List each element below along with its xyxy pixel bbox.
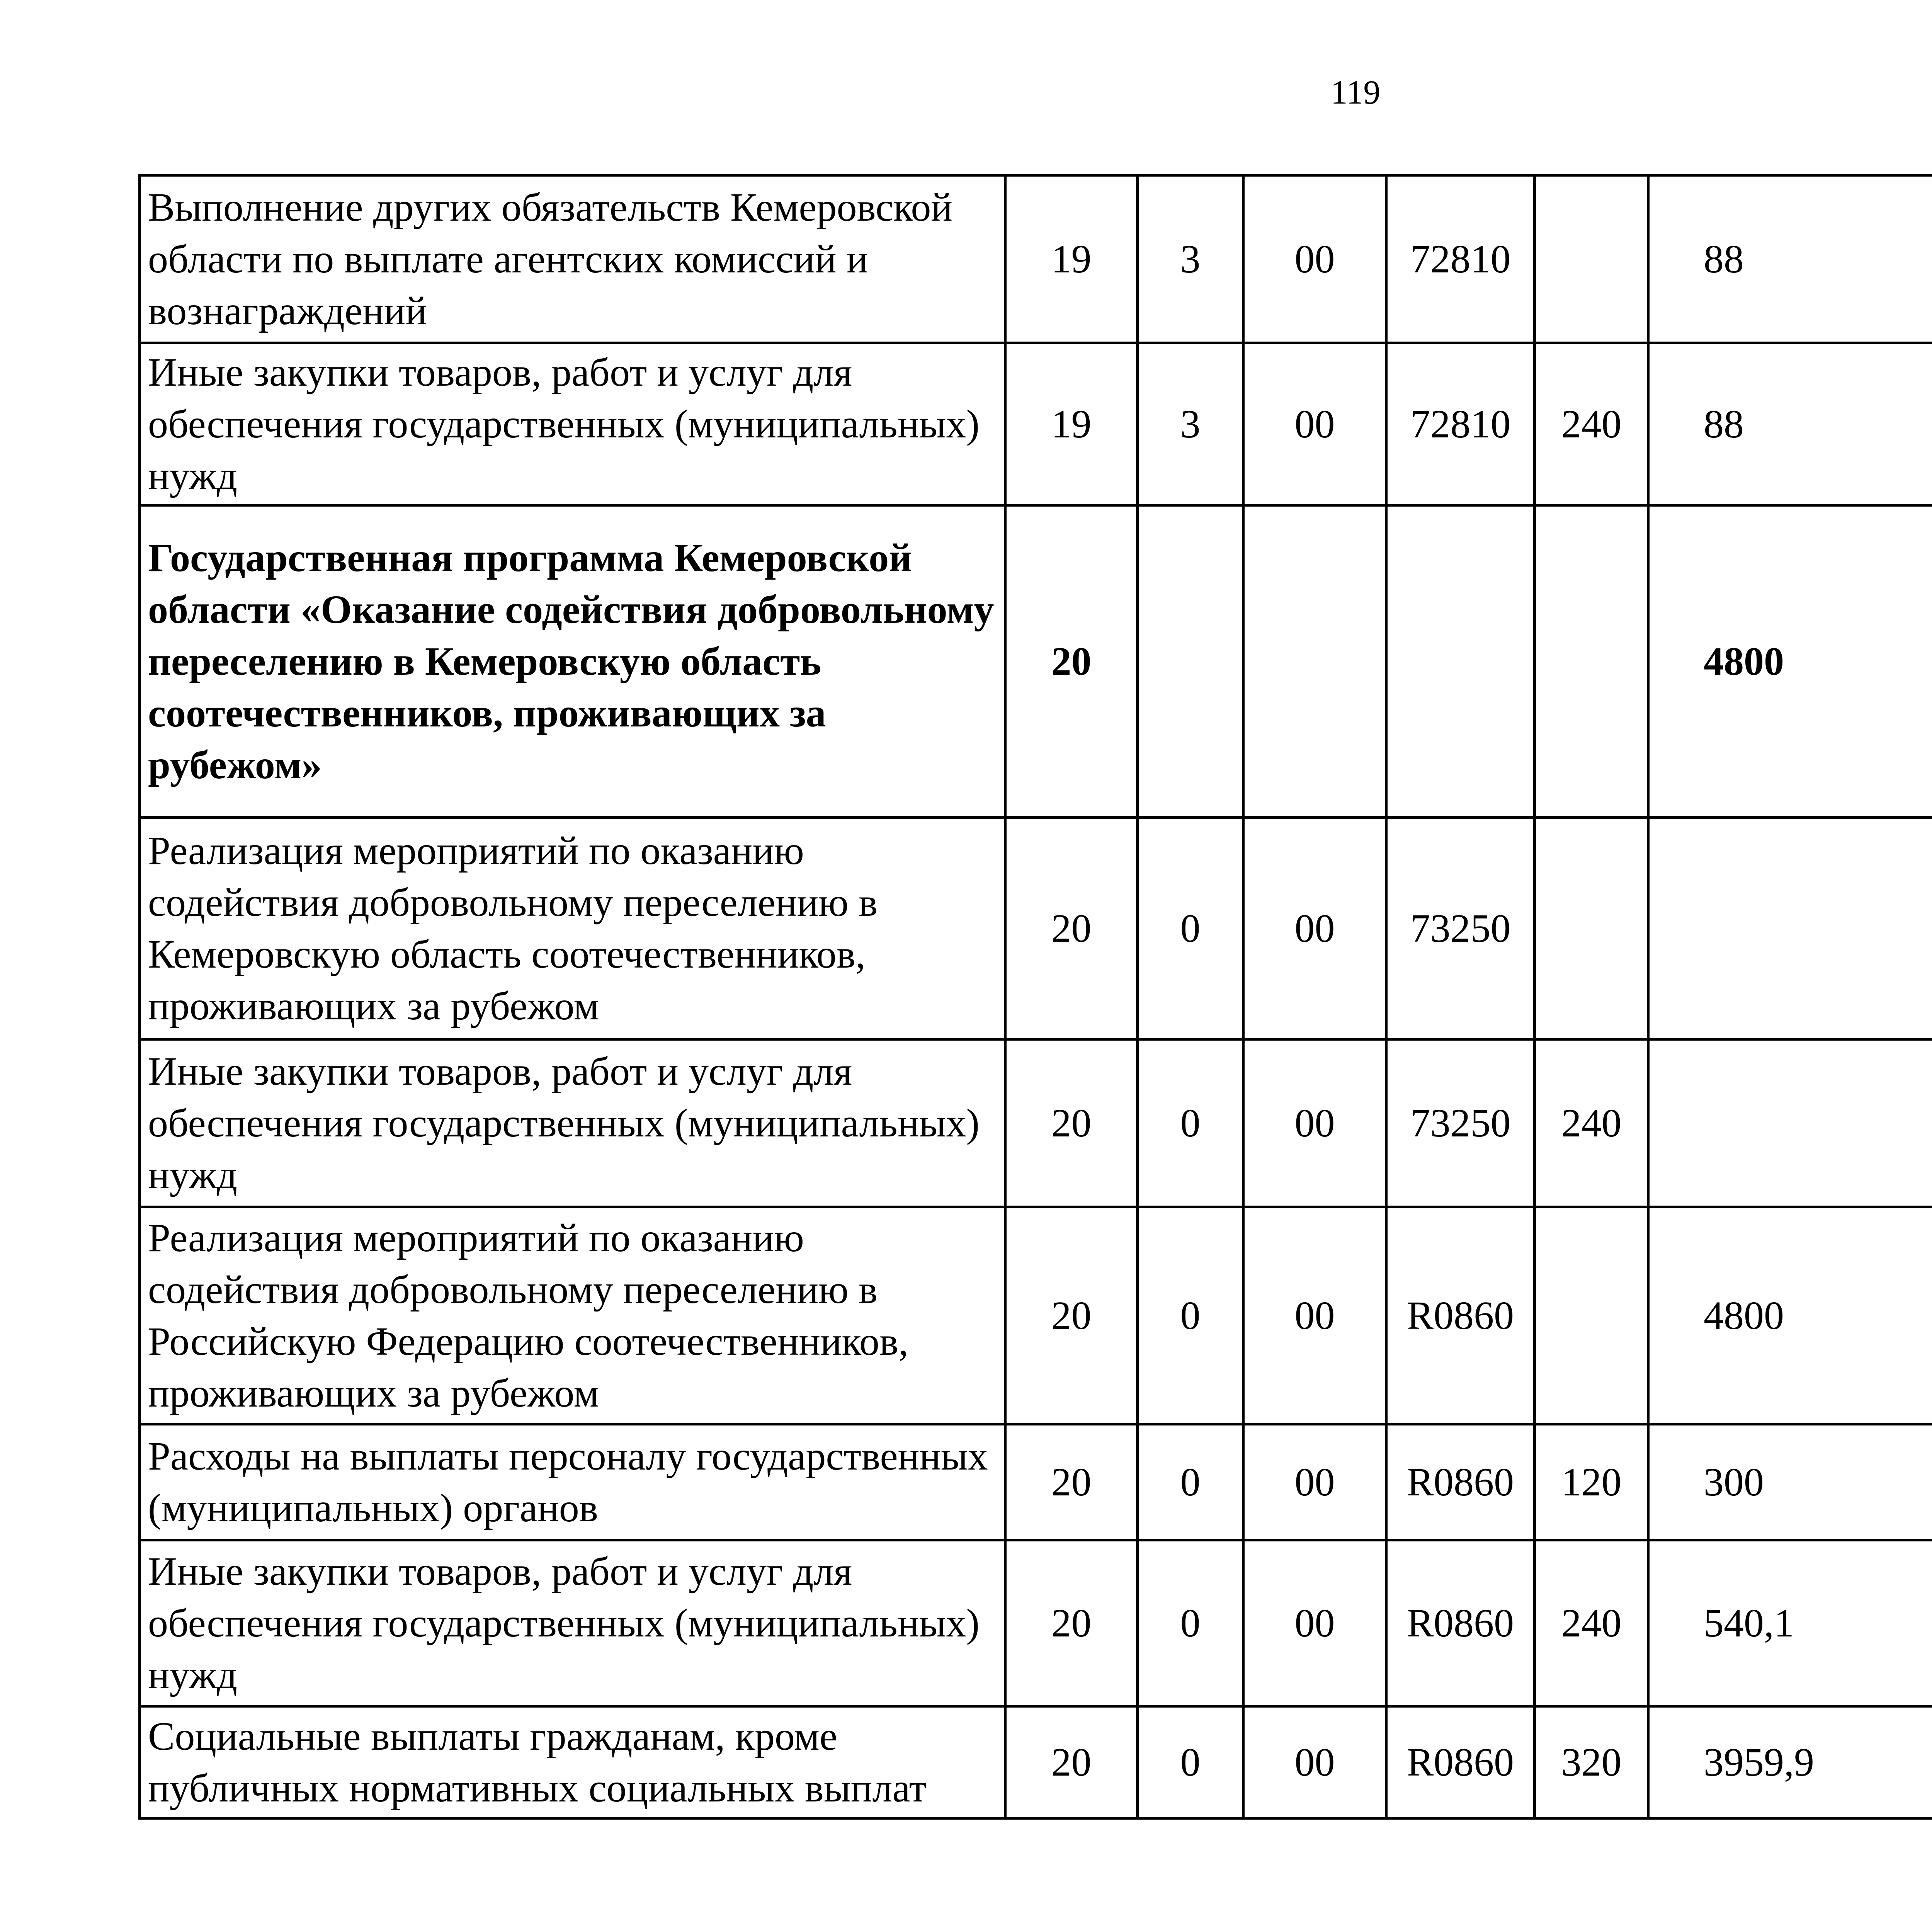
cell-group: 00 xyxy=(1243,1039,1386,1207)
cell-value-1: 300 xyxy=(1648,1424,1932,1540)
table-row xyxy=(140,505,1932,818)
table-row xyxy=(140,1706,1932,1818)
cell-direction: R0860 xyxy=(1386,1424,1535,1540)
cell-expense-type xyxy=(1535,505,1648,818)
cell-group: 00 xyxy=(1243,1706,1386,1818)
table-row xyxy=(140,1039,1932,1207)
cell-direction: R0860 xyxy=(1386,1540,1535,1706)
table-row xyxy=(140,818,1932,1039)
cell-value-1: 3959,9 xyxy=(1648,1706,1932,1818)
table-row xyxy=(140,1207,1932,1424)
cell-subprogram: 0 xyxy=(1138,1706,1243,1818)
cell-section: 20 xyxy=(1005,1039,1138,1207)
cell-section: 20 xyxy=(1005,818,1138,1039)
row-name: Реализация мероприятий по оказанию содействия добровольному переселению в Кемеровскую область соотечественников, проживающих за рубежом xyxy=(140,818,1005,1039)
cell-value-1 xyxy=(1648,1039,1932,1207)
row-name: Социальные выплаты гражданам, кроме публичных нормативных социальных выплат xyxy=(140,1706,1005,1818)
cell-direction xyxy=(1386,505,1535,818)
cell-expense-type xyxy=(1535,818,1648,1039)
table-row xyxy=(140,175,1932,343)
cell-group: 00 xyxy=(1243,1207,1386,1424)
cell-group: 00 xyxy=(1243,1540,1386,1706)
cell-value-1: 4800 xyxy=(1648,505,1932,818)
budget-table xyxy=(138,174,1932,1820)
cell-value-1: 88 xyxy=(1648,175,1932,343)
cell-group xyxy=(1243,505,1386,818)
cell-section: 20 xyxy=(1005,505,1138,818)
row-name: Расходы на выплаты персоналу государственных (муниципальных) органов xyxy=(140,1424,1005,1540)
cell-expense-type: 240 xyxy=(1535,1039,1648,1207)
page-number: 119 xyxy=(1330,74,1381,111)
cell-expense-type: 240 xyxy=(1535,1540,1648,1706)
row-name: Иные закупки товаров, работ и услуг для обеспечения государственных (муниципальных) нужд xyxy=(140,343,1005,505)
cell-direction: 72810 xyxy=(1386,343,1535,505)
cell-direction: 72810 xyxy=(1386,175,1535,343)
cell-group: 00 xyxy=(1243,343,1386,505)
table-row xyxy=(140,343,1932,505)
row-name: Государственная программа Кемеровской области «Оказание содействия добровольному переселению в Кемеровскую область соотечественников, проживающих за рубежом» xyxy=(140,505,1005,818)
cell-subprogram: 0 xyxy=(1138,1039,1243,1207)
cell-subprogram: 3 xyxy=(1138,175,1243,343)
cell-subprogram xyxy=(1138,505,1243,818)
cell-group: 00 xyxy=(1243,818,1386,1039)
cell-group: 00 xyxy=(1243,175,1386,343)
cell-direction: R0860 xyxy=(1386,1207,1535,1424)
table-row xyxy=(140,1540,1932,1706)
cell-value-1: 540,1 xyxy=(1648,1540,1932,1706)
cell-section: 19 xyxy=(1005,343,1138,505)
cell-subprogram: 0 xyxy=(1138,818,1243,1039)
cell-expense-type: 120 xyxy=(1535,1424,1648,1540)
cell-direction: 73250 xyxy=(1386,1039,1535,1207)
row-name: Выполнение других обязательств Кемеровской области по выплате агентских комиссий и вознаграждений xyxy=(140,175,1005,343)
cell-group: 00 xyxy=(1243,1424,1386,1540)
cell-value-1: 88 xyxy=(1648,343,1932,505)
table-row xyxy=(140,1424,1932,1540)
row-name: Реализация мероприятий по оказанию содействия добровольному переселению в Российскую Федерацию соотечественников, проживающих за рубежом xyxy=(140,1207,1005,1424)
cell-section: 20 xyxy=(1005,1424,1138,1540)
cell-expense-type xyxy=(1535,175,1648,343)
row-name: Иные закупки товаров, работ и услуг для обеспечения государственных (муниципальных) нужд xyxy=(140,1039,1005,1207)
cell-subprogram: 0 xyxy=(1138,1540,1243,1706)
cell-expense-type: 240 xyxy=(1535,343,1648,505)
cell-expense-type: 320 xyxy=(1535,1706,1648,1818)
cell-value-1 xyxy=(1648,818,1932,1039)
cell-direction: R0860 xyxy=(1386,1706,1535,1818)
cell-section: 20 xyxy=(1005,1540,1138,1706)
cell-expense-type xyxy=(1535,1207,1648,1424)
cell-value-1: 4800 xyxy=(1648,1207,1932,1424)
cell-subprogram: 3 xyxy=(1138,343,1243,505)
cell-section: 20 xyxy=(1005,1207,1138,1424)
cell-direction: 73250 xyxy=(1386,818,1535,1039)
row-name: Иные закупки товаров, работ и услуг для обеспечения государственных (муниципальных) нужд xyxy=(140,1540,1005,1706)
cell-section: 19 xyxy=(1005,175,1138,343)
cell-section: 20 xyxy=(1005,1706,1138,1818)
cell-subprogram: 0 xyxy=(1138,1424,1243,1540)
cell-subprogram: 0 xyxy=(1138,1207,1243,1424)
